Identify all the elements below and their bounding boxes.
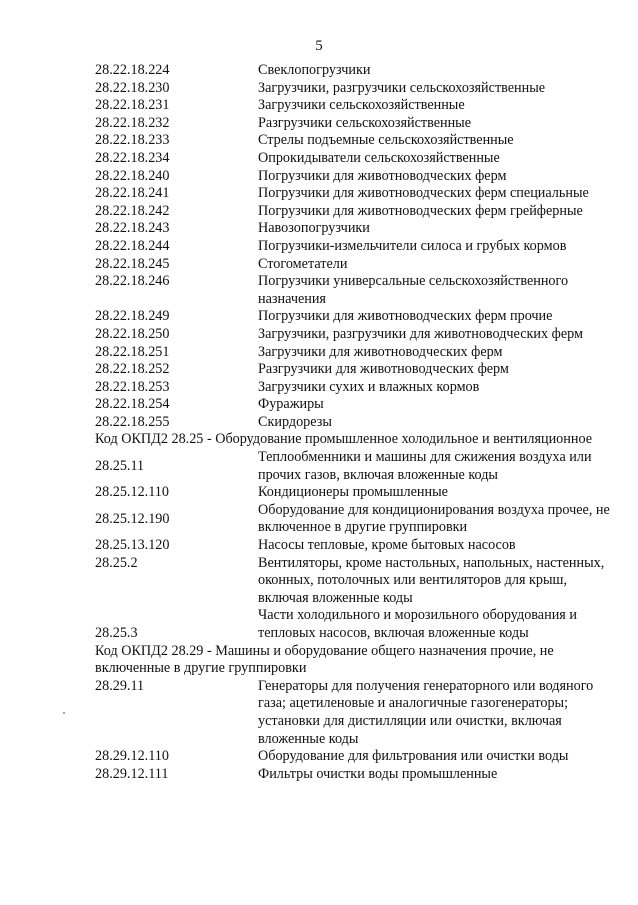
classification-row — [95, 748, 615, 766]
okpd2-code: 28.25.2 — [95, 554, 138, 571]
item-description: Стрелы подъемные сельскохозяйственные — [258, 132, 514, 149]
classification-row — [95, 502, 615, 537]
okpd2-code: 28.22.18.242 — [95, 202, 170, 219]
okpd2-code: 28.22.18.254 — [95, 396, 170, 413]
okpd2-code: 28.22.18.243 — [95, 220, 170, 237]
item-description: Оборудование для фильтрования или очистки воды — [258, 748, 569, 765]
okpd2-code: 28.22.18.255 — [95, 413, 170, 430]
classification-row — [95, 203, 615, 221]
okpd2-code: 28.22.18.240 — [95, 167, 170, 184]
okpd2-code: 28.29.12.110 — [95, 748, 169, 765]
okpd2-code: 28.22.18.230 — [95, 79, 170, 96]
classification-row — [95, 766, 615, 784]
item-description: Свеклопогрузчики — [258, 62, 371, 78]
okpd2-code: 28.29.12.111 — [95, 765, 169, 782]
item-description: Погрузчики для животноводческих ферм специальные — [258, 185, 589, 202]
section-heading: Код ОКПД2 28.25 - Оборудование промышленное холодильное и вентиляционное — [95, 431, 593, 448]
classification-row — [95, 414, 615, 432]
okpd2-code: 28.22.18.250 — [95, 325, 170, 342]
item-description: Генераторы для получения генераторного или водяного газа; ацетиленовые и аналогичные газогенераторы; установки для дистилляции или очистки, включая вложенные коды — [258, 677, 594, 747]
item-description: Разгрузчики сельскохозяйственные — [258, 114, 472, 131]
okpd2-code: 28.25.11 — [95, 457, 145, 474]
item-description: Теплообменники и машины для сжижения воздуха или прочих газов, включая вложенные коды — [258, 449, 592, 483]
classification-row — [95, 256, 615, 274]
classification-row — [95, 97, 615, 115]
item-description: Стогометатели — [258, 255, 348, 272]
okpd2-code: 28.22.18.241 — [95, 185, 170, 202]
item-description: Погрузчики для животноводческих ферм прочие — [258, 308, 553, 325]
classification-row — [95, 379, 615, 397]
item-description: Загрузчики сухих и влажных кормов — [258, 378, 480, 395]
classification-row — [95, 220, 615, 238]
classification-row — [95, 344, 615, 362]
okpd2-code: 28.22.18.253 — [95, 378, 170, 395]
item-description: Опрокидыватели сельскохозяйственные — [258, 149, 500, 166]
item-description: Части холодильного и морозильного оборудования и тепловых насосов, включая вложенные коды — [258, 607, 577, 641]
classification-row — [95, 484, 615, 502]
classification-row — [95, 185, 615, 203]
item-description: Фильтры очистки воды промышленные — [258, 765, 498, 782]
item-description: Оборудование для кондиционирования воздуха прочее, не включенное в другие группировки — [258, 501, 610, 536]
item-description: Фуражиры — [258, 396, 324, 413]
item-description: Загрузчики, разгрузчики для животноводческих ферм — [258, 325, 583, 342]
okpd2-code: 28.22.18.232 — [95, 114, 170, 131]
section-heading: Код ОКПД2 28.29 - Машины и оборудование общего назначения прочие, не включенные в другие группировки — [95, 642, 554, 677]
okpd2-code: 28.22.18.246 — [95, 273, 170, 290]
item-description: Разгрузчики для животноводческих ферм — [258, 361, 509, 378]
classification-row — [95, 150, 615, 168]
classification-row — [95, 555, 615, 608]
okpd2-code: 28.22.18.231 — [95, 97, 170, 114]
item-description: Загрузчики, разгрузчики сельскохозяйственные — [258, 79, 546, 96]
okpd2-code: 28.25.12.190 — [95, 510, 170, 527]
classification-row — [95, 449, 615, 484]
item-description: Кондиционеры промышленные — [258, 484, 448, 501]
scan-speck — [63, 712, 65, 714]
classification-row — [95, 80, 615, 98]
item-description: Погрузчики для животноводческих ферм грейферные — [258, 202, 583, 219]
item-description: Скирдорезы — [258, 413, 332, 430]
classification-row — [95, 537, 615, 555]
classification-row — [95, 326, 615, 344]
okpd2-code: 28.22.18.245 — [95, 255, 170, 272]
okpd2-code: 28.29.11 — [95, 677, 145, 694]
classification-row — [95, 62, 615, 80]
item-description: Загрузчики сельскохозяйственные — [258, 97, 465, 114]
okpd2-code: 28.22.18.234 — [95, 149, 170, 166]
item-description: Навозопогрузчики — [258, 220, 370, 237]
item-description: Вентиляторы, кроме настольных, напольных, настенных, оконных, потолочных или вентиляторов для крыш, включая вложенные коды — [258, 554, 605, 606]
classification-row — [95, 361, 615, 379]
item-description: Погрузчики-измельчители силоса и грубых кормов — [258, 237, 567, 254]
okpd2-code: 28.22.18.251 — [95, 343, 170, 360]
classification-list — [95, 62, 615, 783]
classification-row — [95, 678, 615, 748]
okpd2-code: 28.22.18.249 — [95, 308, 170, 325]
classification-row — [95, 308, 615, 326]
okpd2-code: 28.25.12.110 — [95, 484, 169, 501]
okpd2-code: 28.22.18.244 — [95, 237, 170, 254]
okpd2-code: 28.22.18.233 — [95, 132, 170, 149]
classification-row — [95, 273, 615, 308]
okpd2-code: 28.22.18.252 — [95, 361, 170, 378]
item-description: Загрузчики для животноводческих ферм — [258, 343, 503, 360]
page-number: 5 — [315, 38, 323, 54]
classification-row — [95, 238, 615, 256]
classification-row — [95, 607, 615, 642]
okpd2-code: 28.25.13.120 — [95, 537, 170, 554]
item-description: Погрузчики для животноводческих ферм — [258, 167, 507, 184]
classification-row — [95, 168, 615, 186]
classification-row — [95, 115, 615, 133]
item-description: Погрузчики универсальные сельскохозяйственного назначения — [258, 273, 569, 307]
item-description: Насосы тепловые, кроме бытовых насосов — [258, 537, 516, 554]
okpd2-code: 28.22.18.224 — [95, 62, 170, 78]
okpd2-code: 28.25.3 — [95, 625, 138, 641]
classification-row — [95, 396, 615, 414]
classification-row — [95, 132, 615, 150]
